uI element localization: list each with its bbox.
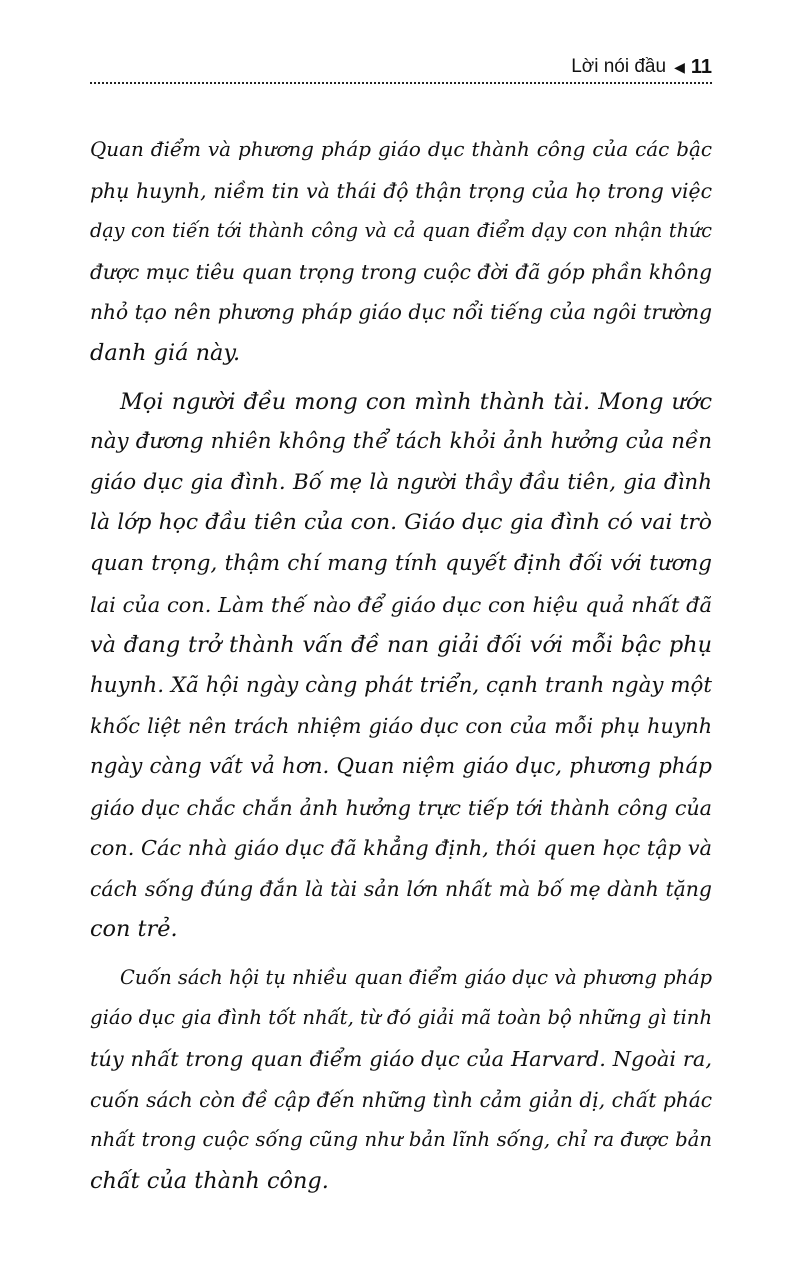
section-title: Lời nói đầu <box>571 56 667 77</box>
text-line: danh giá này. <box>90 339 241 366</box>
text-line: ngày càng vất vả hơn. Quan niệm giáo dục, phương pháp <box>90 753 712 779</box>
text-line: được mục tiêu quan trọng trong cuộc đời đã góp phần không <box>90 259 712 284</box>
text-line: này đương nhiên không thể tách khỏi ảnh hưởng của nền <box>90 429 712 455</box>
text-line: Cuốn sách hội tụ nhiều quan điểm giáo dục và phương pháp <box>120 965 712 989</box>
page-body <box>90 130 712 1201</box>
text-line: huynh. Xã hội ngày càng phát triển, cạnh tranh ngày một <box>90 672 712 698</box>
paragraph-1 <box>90 130 712 374</box>
text-line: cách sống đúng đắn là tài sản lớn nhất mà bố mẹ dành tặng <box>90 876 712 901</box>
running-header <box>90 56 712 84</box>
text-line: túy nhất trong quan điểm giáo dục của Harvard. Ngoài ra, <box>90 1047 712 1072</box>
text-line: dạy con tiến tới thành công và cả quan điểm dạy con nhận thức <box>90 219 712 243</box>
text-line: cuốn sách còn đề cập đến những tình cảm giản dị, chất phác <box>90 1087 712 1112</box>
text-line: phụ huynh, niềm tin và thái độ thận trọng của họ trong việc <box>90 178 712 203</box>
paragraph-2 <box>90 382 712 950</box>
page-number: 11 <box>690 56 712 78</box>
text-line: Quan điểm và phương pháp giáo dục thành công của các bậc <box>90 138 712 161</box>
paragraph-3 <box>90 958 712 1202</box>
left-triangle-icon: ◀ <box>674 59 685 75</box>
text-line: con. Các nhà giáo dục đã khẳng định, thói quen học tập và <box>90 836 712 861</box>
text-line: lai của con. Làm thế nào để giáo dục con hiệu quả nhất đã <box>90 592 712 617</box>
text-line: khốc liệt nên trách nhiệm giáo dục con của mỗi phụ huynh <box>90 714 712 739</box>
text-line: quan trọng, thậm chí mang tính quyết định đối với tương <box>90 550 712 576</box>
text-line: con trẻ. <box>90 916 178 943</box>
text-line: nhất trong cuộc sống cũng như bản lĩnh sống, chỉ ra được bản <box>90 1128 712 1152</box>
text-line: nhỏ tạo nên phương pháp giáo dục nổi tiếng của ngôi trường <box>90 300 712 325</box>
text-line: giáo dục gia đình. Bố mẹ là người thầy đầu tiên, gia đình <box>90 469 712 495</box>
text-line: là lớp học đầu tiên của con. Giáo dục gia đình có vai trò <box>90 510 712 536</box>
text-line: chất của thành công. <box>90 1167 329 1194</box>
text-line: Mọi người đều mong con mình thành tài. Mong ước <box>120 388 712 415</box>
text-line: giáo dục gia đình tốt nhất, từ đó giải mã toàn bộ những gì tinh <box>90 1006 713 1030</box>
text-line: giáo dục chắc chắn ảnh hưởng trực tiếp tới thành công của <box>90 795 712 820</box>
text-line: và đang trở thành vấn đề nan giải đối với mỗi bậc phụ <box>90 632 712 659</box>
